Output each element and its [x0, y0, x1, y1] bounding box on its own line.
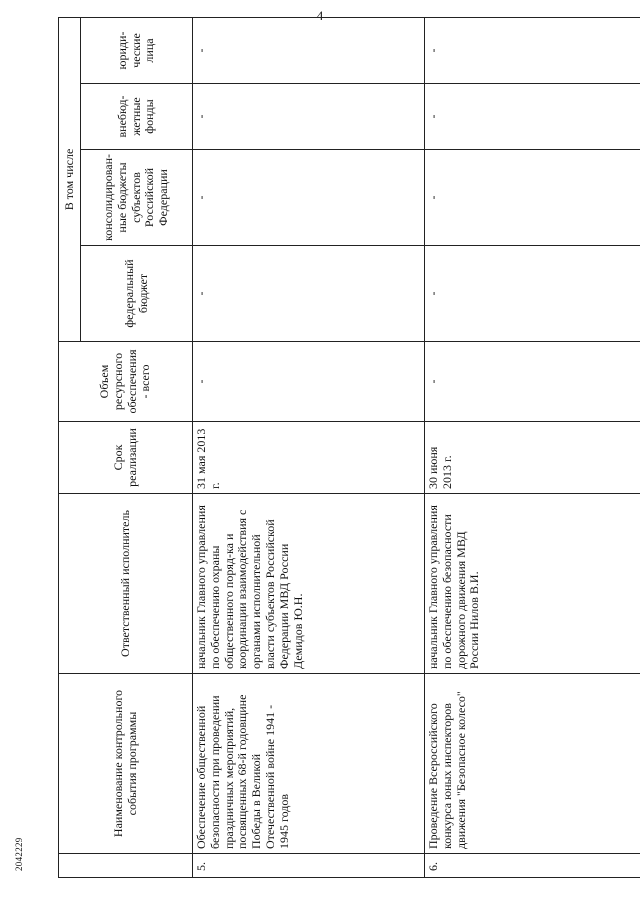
row-event-name: Обеспечение общественной безопасности при проведении праздничных мероприятий, посвященных 68-й годовщине Победы в Великой Отечественной войне 1941 - 1945 годов — [193, 674, 425, 854]
header-number-cell — [59, 854, 193, 878]
table-row — [425, 18, 640, 878]
row-offbudget-funds: - — [425, 84, 640, 150]
row-executor: начальник Главного управления по обеспечению охраны общественного поряд-ка и координации взаимодействия с органами исполнительной власти субъектов Российской Федерации МВД России Демидов Ю.Н. — [193, 494, 425, 674]
row-event-name: Проведение Всероссийского конкурса юных инспекторов движения "Безопасное колесо" — [425, 674, 640, 854]
row-volume-total: - — [425, 342, 640, 422]
header-legal-entities: юриди-ческие лица — [81, 18, 193, 84]
row-deadline: 30 июня 2013 г. — [425, 422, 640, 494]
document-code: 2042229 — [14, 837, 24, 871]
row-federal-budget: - — [425, 246, 640, 342]
row-deadline: 31 мая 2013 г. — [193, 422, 425, 494]
table-row — [193, 18, 425, 878]
header-volume-total: Объем ресурсного обеспечения - всего — [59, 342, 193, 422]
header-federal-budget: федеральный бюджет — [81, 246, 193, 342]
row-legal-entities: - — [193, 18, 425, 84]
header-event-name: Наименование контрольного события программы — [59, 674, 193, 854]
row-volume-total: - — [193, 342, 425, 422]
header-deadline: Срок реализации — [59, 422, 193, 494]
header-offbudget-funds: внебюд-жетные фонды — [81, 84, 193, 150]
header-including: В том числе — [59, 18, 81, 342]
page-number: 4 — [316, 8, 324, 23]
row-legal-entities: - — [425, 18, 640, 84]
header-executor: Ответственный исполнитель — [59, 494, 193, 674]
row-number: 5. — [193, 854, 425, 878]
row-number: 6. — [425, 854, 640, 878]
row-offbudget-funds: - — [193, 84, 425, 150]
row-regional-budget: - — [425, 150, 640, 246]
program-table-container — [58, 18, 640, 878]
row-executor: начальник Главного управления по обеспечению безопасности дорожного движения МВД России Нилов В.И. — [425, 494, 640, 674]
program-events-table — [58, 17, 640, 878]
row-federal-budget: - — [193, 246, 425, 342]
header-regional-budget: консолидирован-ные бюджеты субъектов Российской Федерации — [81, 150, 193, 246]
row-regional-budget: - — [193, 150, 425, 246]
